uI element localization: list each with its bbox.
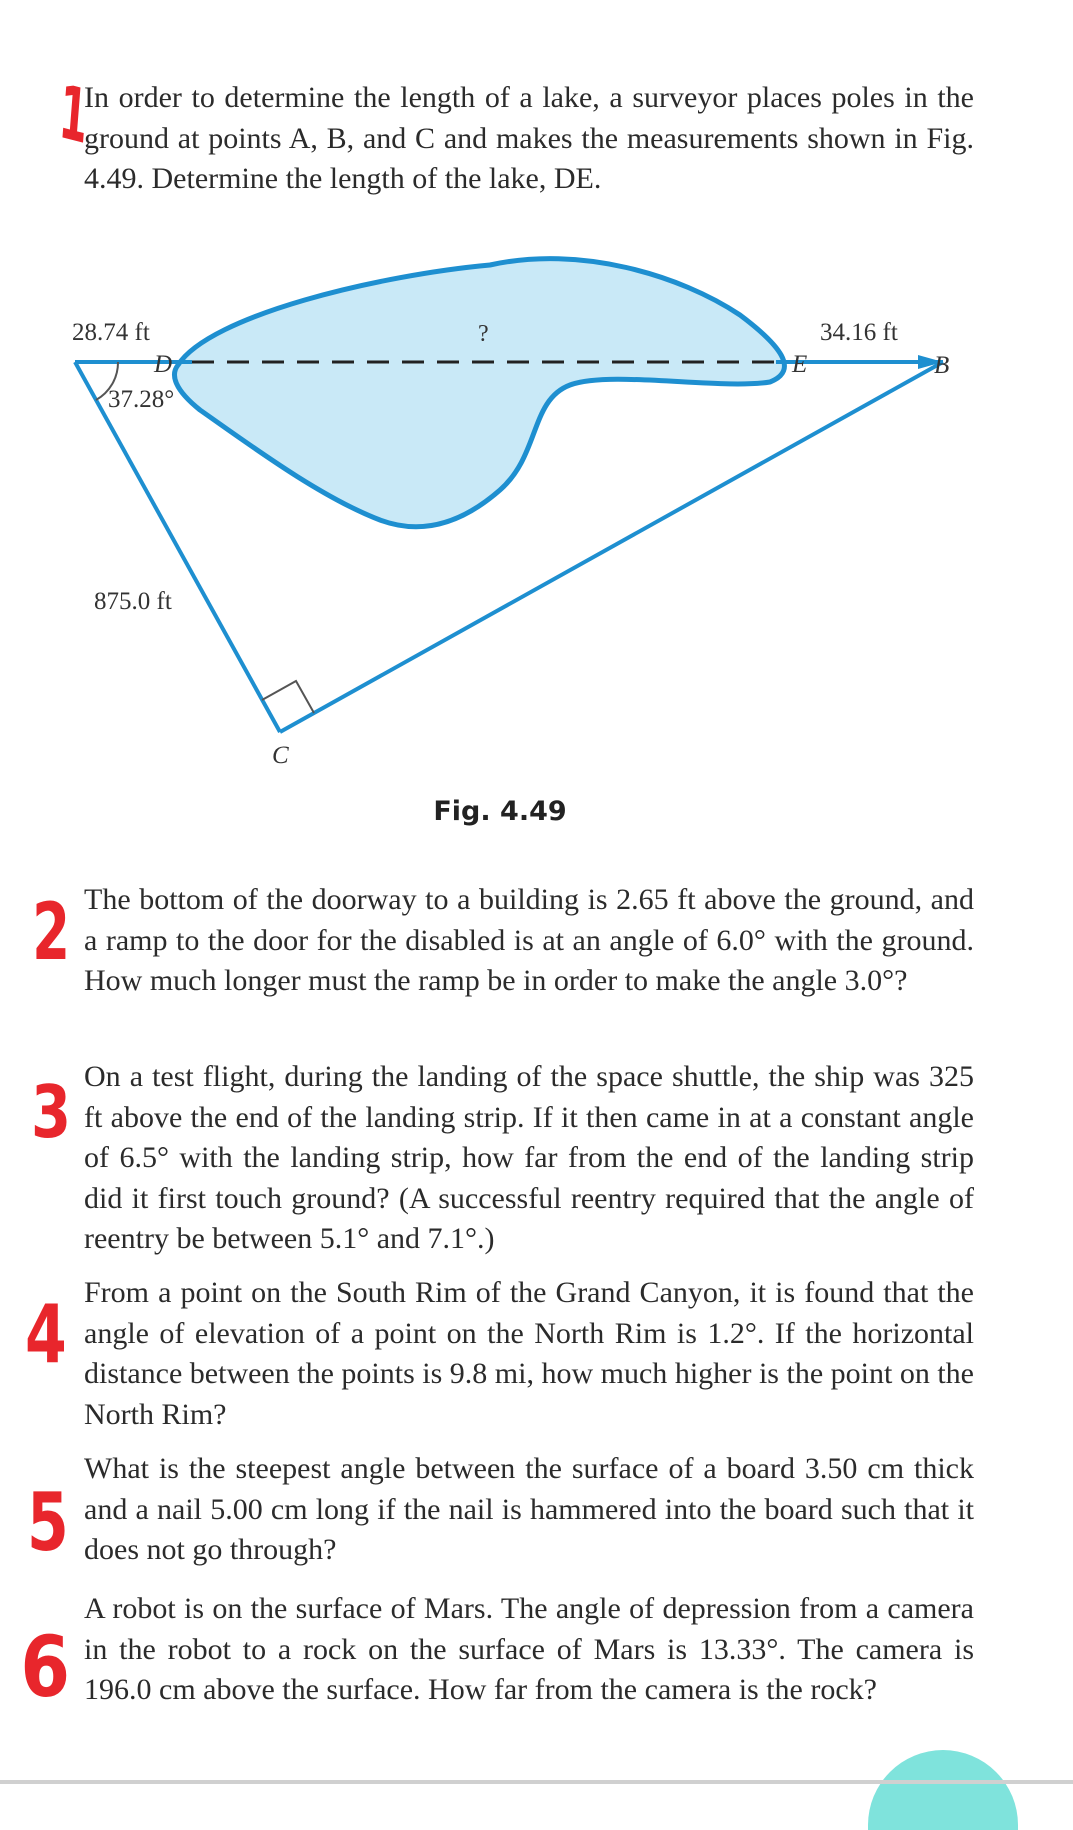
floating-action-button[interactable] xyxy=(868,1750,1018,1830)
problem-5 xyxy=(84,1449,974,1571)
problem-6-marker: 6 xyxy=(20,1618,71,1716)
point-d: D xyxy=(154,351,173,378)
problem-2 xyxy=(84,880,974,1002)
problem-5-text: What is the steepest angle between the surface of a board 3.50 cm thick and a nail 5.00 cm long if the nail is hammered into the board such that it does not go through? xyxy=(84,1452,974,1566)
problem-3-text: On a test flight, during the landing of the space shuttle, the ship was 325 ft above the end of the landing strip. If it then came in at a constant angle of 6.5° with the landing strip, how far from the end of the landing strip did it first touch ground? (A successful reentry required that the angle of reentry be between 5.1° and 7.1°.) xyxy=(84,1060,974,1255)
label-eb: 34.16 ft xyxy=(820,319,898,346)
problem-4-text: From a point on the South Rim of the Grand Canyon, it is found that the angle of elevation of a point on the North Rim is 1.2°. If the horizontal distance between the points is 9.8 mi, how much higher is the point on the North Rim? xyxy=(84,1276,974,1431)
point-e: E xyxy=(792,351,808,378)
label-ac: 875.0 ft xyxy=(94,588,172,615)
lake-diagram xyxy=(0,235,1073,795)
label-unknown: ? xyxy=(478,321,489,347)
problem-4-marker: 4 xyxy=(24,1288,67,1381)
problem-1 xyxy=(84,78,974,200)
label-angle: 37.28° xyxy=(108,386,175,413)
point-b: B xyxy=(934,352,950,379)
problem-6-text: A robot is on the surface of Mars. The angle of depression from a camera in the robot to a rock on the surface of Mars is 13.33°. The camera is 196.0 cm above the surface. How far from the camera is the rock? xyxy=(84,1592,974,1706)
problem-3 xyxy=(84,1057,974,1260)
point-c: C xyxy=(272,742,289,769)
problem-1-marker: 1 xyxy=(56,68,92,162)
problem-3-marker: 3 xyxy=(31,1070,72,1154)
problem-2-text: The bottom of the doorway to a building is 2.65 ft above the ground, and a ramp to the door for the disabled is at an angle of 6.0° with the ground. How much longer must the ramp be in order to make the angle 3.0°? xyxy=(84,883,974,997)
figure-4-49 xyxy=(0,235,1073,795)
bottom-divider xyxy=(0,1780,1073,1784)
right-angle-marker xyxy=(262,681,314,713)
problem-4 xyxy=(84,1273,974,1435)
problem-5-marker: 5 xyxy=(26,1476,69,1569)
label-ad: 28.74 ft xyxy=(72,319,150,346)
problem-6 xyxy=(84,1589,974,1711)
problem-1-text: In order to determine the length of a lake, a surveyor places poles in the ground at points A, B, and C and makes the measurements shown in Fig. 4.49. Determine the length of the lake, DE. xyxy=(84,81,974,195)
figure-caption: Fig. 4.49 xyxy=(433,796,567,827)
problem-2-marker: 2 xyxy=(32,888,71,978)
lake-shape xyxy=(174,259,784,527)
